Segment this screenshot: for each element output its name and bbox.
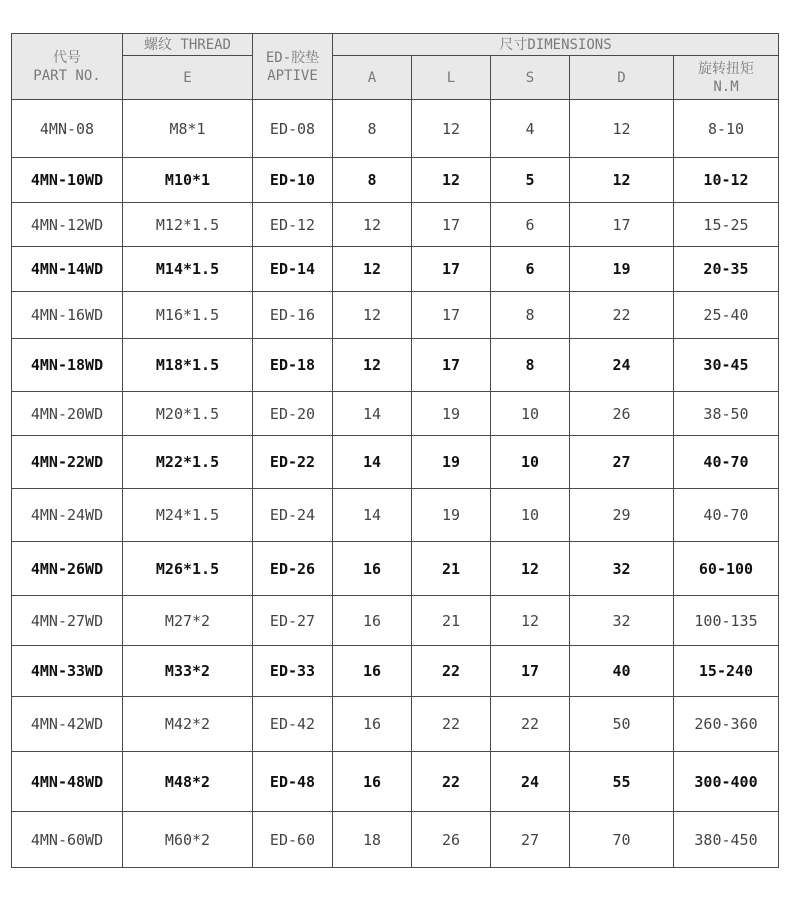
gasket-cell: ED-20 [253, 392, 333, 436]
gasket-cell: ED-12 [253, 203, 333, 247]
part-number-cell: 4MN-22WD [12, 436, 123, 489]
dim-a-cell: 16 [333, 542, 412, 596]
dim-s-cell: 10 [491, 436, 570, 489]
header-part-no-cn: 代号 [53, 49, 81, 66]
gasket-cell: ED-27 [253, 596, 333, 646]
torque-cell: 20-35 [674, 247, 779, 292]
torque-cell: 15-240 [674, 646, 779, 697]
torque-cell: 38-50 [674, 392, 779, 436]
dim-d-cell: 12 [570, 100, 674, 158]
dim-s-cell: 5 [491, 158, 570, 203]
dim-a-cell: 16 [333, 646, 412, 697]
table-row [12, 392, 779, 436]
dim-l-cell: 17 [412, 203, 491, 247]
gasket-cell: ED-24 [253, 489, 333, 542]
dim-a-cell: 12 [333, 292, 412, 339]
dim-a-cell: 16 [333, 697, 412, 752]
part-number-cell: 4MN-20WD [12, 392, 123, 436]
dim-s-cell: 27 [491, 812, 570, 868]
gasket-cell: ED-16 [253, 292, 333, 339]
gasket-cell: ED-26 [253, 542, 333, 596]
gasket-cell: ED-33 [253, 646, 333, 697]
dim-a-cell: 8 [333, 100, 412, 158]
dim-l-cell: 26 [412, 812, 491, 868]
dim-d-cell: 55 [570, 752, 674, 812]
thread-cell: M16*1.5 [123, 292, 253, 339]
dim-d-cell: 32 [570, 596, 674, 646]
part-number-cell: 4MN-08 [12, 100, 123, 158]
table-row [12, 339, 779, 392]
torque-cell: 100-135 [674, 596, 779, 646]
thread-cell: M20*1.5 [123, 392, 253, 436]
torque-cell: 40-70 [674, 489, 779, 542]
dim-l-cell: 21 [412, 542, 491, 596]
dim-s-cell: 17 [491, 646, 570, 697]
dim-s-cell: 24 [491, 752, 570, 812]
dim-s-cell: 12 [491, 596, 570, 646]
part-number-cell: 4MN-42WD [12, 697, 123, 752]
dim-s-cell: 6 [491, 203, 570, 247]
thread-cell: M33*2 [123, 646, 253, 697]
thread-cell: M42*2 [123, 697, 253, 752]
table-row [12, 489, 779, 542]
table-body [12, 100, 779, 868]
table-row [12, 646, 779, 697]
table-row [12, 697, 779, 752]
dim-a-cell: 14 [333, 489, 412, 542]
torque-cell: 380-450 [674, 812, 779, 868]
dim-a-cell: 16 [333, 752, 412, 812]
dim-l-cell: 22 [412, 752, 491, 812]
dim-l-cell: 21 [412, 596, 491, 646]
gasket-cell: ED-42 [253, 697, 333, 752]
gasket-cell: ED-60 [253, 812, 333, 868]
dim-s-cell: 8 [491, 292, 570, 339]
table-row [12, 100, 779, 158]
dim-d-cell: 24 [570, 339, 674, 392]
thread-cell: M60*2 [123, 812, 253, 868]
header-gasket-en: APTIVE [267, 67, 318, 84]
dim-d-cell: 50 [570, 697, 674, 752]
torque-cell: 15-25 [674, 203, 779, 247]
gasket-cell: ED-22 [253, 436, 333, 489]
dim-a-cell: 8 [333, 158, 412, 203]
torque-cell: 260-360 [674, 697, 779, 752]
dim-l-cell: 17 [412, 292, 491, 339]
torque-cell: 8-10 [674, 100, 779, 158]
torque-cell: 300-400 [674, 752, 779, 812]
header-torque-cn: 旋转扭矩 [698, 60, 754, 77]
part-number-cell: 4MN-33WD [12, 646, 123, 697]
header-torque [674, 56, 779, 100]
gasket-cell: ED-14 [253, 247, 333, 292]
dim-s-cell: 6 [491, 247, 570, 292]
table-row [12, 247, 779, 292]
thread-cell: M24*1.5 [123, 489, 253, 542]
thread-cell: M8*1 [123, 100, 253, 158]
dim-a-cell: 14 [333, 436, 412, 489]
gasket-cell: ED-10 [253, 158, 333, 203]
dim-a-cell: 14 [333, 392, 412, 436]
table-row [12, 812, 779, 868]
dim-l-cell: 19 [412, 489, 491, 542]
table-row [12, 542, 779, 596]
header-thread: 螺纹 THREAD [123, 34, 253, 56]
thread-cell: M10*1 [123, 158, 253, 203]
dim-a-cell: 16 [333, 596, 412, 646]
part-number-cell: 4MN-16WD [12, 292, 123, 339]
header-gasket-cn: ED-胶垫 [265, 49, 320, 66]
dim-s-cell: 4 [491, 100, 570, 158]
dim-d-cell: 70 [570, 812, 674, 868]
table-row [12, 203, 779, 247]
dim-a-cell: 18 [333, 812, 412, 868]
part-number-cell: 4MN-24WD [12, 489, 123, 542]
dim-s-cell: 10 [491, 392, 570, 436]
dim-l-cell: 17 [412, 339, 491, 392]
gasket-cell: ED-08 [253, 100, 333, 158]
thread-cell: M26*1.5 [123, 542, 253, 596]
part-number-cell: 4MN-14WD [12, 247, 123, 292]
dim-d-cell: 12 [570, 158, 674, 203]
torque-cell: 60-100 [674, 542, 779, 596]
thread-cell: M12*1.5 [123, 203, 253, 247]
part-number-cell: 4MN-12WD [12, 203, 123, 247]
table-row [12, 292, 779, 339]
header-col-a: A [333, 56, 412, 100]
dim-a-cell: 12 [333, 339, 412, 392]
torque-cell: 25-40 [674, 292, 779, 339]
torque-cell: 30-45 [674, 339, 779, 392]
table-row [12, 436, 779, 489]
table-row [12, 752, 779, 812]
torque-cell: 40-70 [674, 436, 779, 489]
gasket-cell: ED-18 [253, 339, 333, 392]
dim-d-cell: 40 [570, 646, 674, 697]
dim-s-cell: 10 [491, 489, 570, 542]
header-col-d: D [570, 56, 674, 100]
dim-l-cell: 19 [412, 436, 491, 489]
dim-a-cell: 12 [333, 203, 412, 247]
dim-d-cell: 17 [570, 203, 674, 247]
header-part-no-en: PART NO. [33, 67, 101, 84]
dim-a-cell: 12 [333, 247, 412, 292]
table-header [12, 34, 779, 100]
dim-d-cell: 29 [570, 489, 674, 542]
header-torque-unit: N.M [713, 78, 739, 95]
part-number-cell: 4MN-48WD [12, 752, 123, 812]
header-col-l: L [412, 56, 491, 100]
torque-cell: 10-12 [674, 158, 779, 203]
dim-s-cell: 12 [491, 542, 570, 596]
dim-l-cell: 19 [412, 392, 491, 436]
dim-d-cell: 22 [570, 292, 674, 339]
header-gasket [253, 34, 333, 100]
dim-l-cell: 12 [412, 158, 491, 203]
dim-d-cell: 26 [570, 392, 674, 436]
gasket-cell: ED-48 [253, 752, 333, 812]
dim-l-cell: 22 [412, 646, 491, 697]
part-number-cell: 4MN-18WD [12, 339, 123, 392]
table-row [12, 596, 779, 646]
thread-cell: M48*2 [123, 752, 253, 812]
thread-cell: M27*2 [123, 596, 253, 646]
header-thread-e: E [123, 56, 253, 100]
dim-l-cell: 17 [412, 247, 491, 292]
header-part-no [12, 34, 123, 100]
part-number-cell: 4MN-10WD [12, 158, 123, 203]
dim-d-cell: 32 [570, 542, 674, 596]
thread-cell: M14*1.5 [123, 247, 253, 292]
part-number-cell: 4MN-26WD [12, 542, 123, 596]
thread-cell: M22*1.5 [123, 436, 253, 489]
thread-cell: M18*1.5 [123, 339, 253, 392]
part-number-cell: 4MN-60WD [12, 812, 123, 868]
spec-table [11, 33, 779, 868]
header-dimensions: 尺寸DIMENSIONS [333, 34, 779, 56]
part-number-cell: 4MN-27WD [12, 596, 123, 646]
table-row [12, 158, 779, 203]
dim-l-cell: 22 [412, 697, 491, 752]
dim-d-cell: 19 [570, 247, 674, 292]
dim-d-cell: 27 [570, 436, 674, 489]
dim-l-cell: 12 [412, 100, 491, 158]
header-col-s: S [491, 56, 570, 100]
dim-s-cell: 8 [491, 339, 570, 392]
dim-s-cell: 22 [491, 697, 570, 752]
